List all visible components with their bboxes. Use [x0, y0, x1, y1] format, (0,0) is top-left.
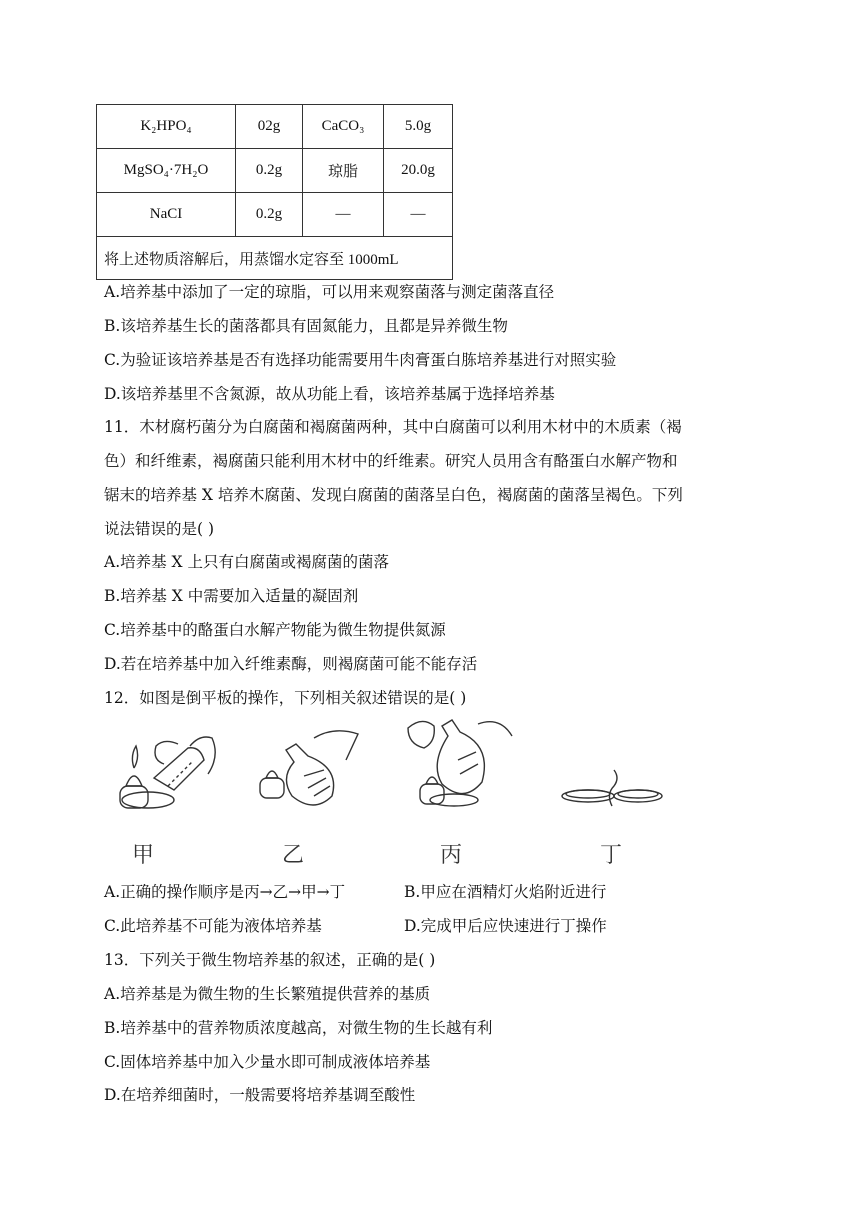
q12-option-d[interactable]: D.完成甲后应快速进行丁操作: [404, 917, 607, 935]
figure-label-yi: 乙: [282, 843, 305, 868]
q11-stem-line: 色）和纤维素，褐腐菌只能利用木材中的纤维素。研究人员用含有酪蛋白水解产物和: [104, 452, 678, 470]
table-cell: 5.0g: [384, 105, 453, 149]
q13-option-b[interactable]: B.培养基中的营养物质浓度越高，对微生物的生长越有利: [104, 1019, 493, 1037]
q13-stem: 13．下列关于微生物培养基的叙述，正确的是( ): [104, 951, 436, 969]
q13-option-d[interactable]: D.在培养细菌时，一般需要将培养基调至酸性: [104, 1086, 416, 1104]
table-cell: MgSO₄·7H₂O: [97, 149, 236, 193]
q10-option-c[interactable]: C.为验证该培养基是否有选择功能需要用牛肉膏蛋白胨培养基进行对照实验: [104, 351, 617, 369]
q12-option-c[interactable]: C.此培养基不可能为液体培养基: [104, 917, 322, 935]
table-cell: 0.2g: [236, 149, 303, 193]
table-row: [97, 149, 453, 193]
q11-stem-line: 锯末的培养基 X 培养木腐菌、发现白腐菌的菌落呈白色，褐腐菌的菌落呈褐色。下列: [104, 486, 683, 504]
step-yi-drawing: [260, 731, 358, 805]
table-cell: —: [303, 193, 384, 237]
q11-option-d[interactable]: D.若在培养基中加入纤维素酶，则褐腐菌可能不能存活: [104, 655, 478, 673]
q10-option-d[interactable]: D.该培养基里不含氮源，故从功能上看，该培养基属于选择培养基: [104, 385, 555, 403]
q12-option-a[interactable]: A.正确的操作顺序是丙→乙→甲→丁: [104, 883, 346, 901]
q13-option-a[interactable]: A.培养基是为微生物的生长繁殖提供营养的基质: [104, 985, 431, 1003]
medium-composition-table: [96, 104, 453, 280]
step-jia-drawing: [120, 737, 215, 808]
step-ding-drawing: [562, 770, 662, 806]
q10-option-b[interactable]: B.该培养基生长的菌落都具有固氮能力，且都是异养微生物: [104, 317, 508, 335]
q11-stem-line: 11．木材腐朽菌分为白腐菌和褐腐菌两种，其中白腐菌可以利用木材中的木质素（褐: [104, 418, 682, 436]
q11-option-c[interactable]: C.培养基中的酪蛋白水解产物能为微生物提供氮源: [104, 621, 446, 639]
q13-option-c[interactable]: C.固体培养基中加入少量水即可制成液体培养基: [104, 1053, 431, 1071]
table-row: [97, 193, 453, 237]
table-cell: 02g: [236, 105, 303, 149]
pour-plate-figure: [108, 716, 668, 868]
q11-stem-line: 说法错误的是( ): [104, 520, 215, 538]
table-cell: NaCI: [97, 193, 236, 237]
figure-label-ding: 丁: [600, 843, 623, 868]
q11-option-b[interactable]: B.培养基 X 中需要加入适量的凝固剂: [104, 587, 359, 605]
table-row: [97, 105, 453, 149]
figure-label-jia: 甲: [132, 843, 155, 868]
q12-stem: 12．如图是倒平板的操作，下列相关叙述错误的是( ): [104, 689, 467, 707]
table-cell: 琼脂: [303, 149, 384, 193]
q11-option-a[interactable]: A.培养基 X 上只有白腐菌或褐腐菌的菌落: [104, 553, 390, 571]
table-cell: 0.2g: [236, 193, 303, 237]
table-cell: CaCO₃: [303, 105, 384, 149]
q12-option-b[interactable]: B.甲应在酒精灯火焰附近进行: [404, 883, 607, 901]
figure-label-bing: 丙: [440, 843, 463, 868]
table-cell: 20.0g: [384, 149, 453, 193]
table-row: [97, 237, 453, 280]
pour-plate-illustration: [108, 716, 668, 834]
q10-option-a[interactable]: A.培养基中添加了一定的琼脂，可以用来观察菌落与测定菌落直径: [104, 283, 555, 301]
step-bing-drawing: [408, 720, 512, 806]
table-cell: K₂HPO₄: [97, 105, 236, 149]
table-note: 将上述物质溶解后，用蒸馏水定容至 1000mL: [97, 237, 453, 280]
table-cell: —: [384, 193, 453, 237]
